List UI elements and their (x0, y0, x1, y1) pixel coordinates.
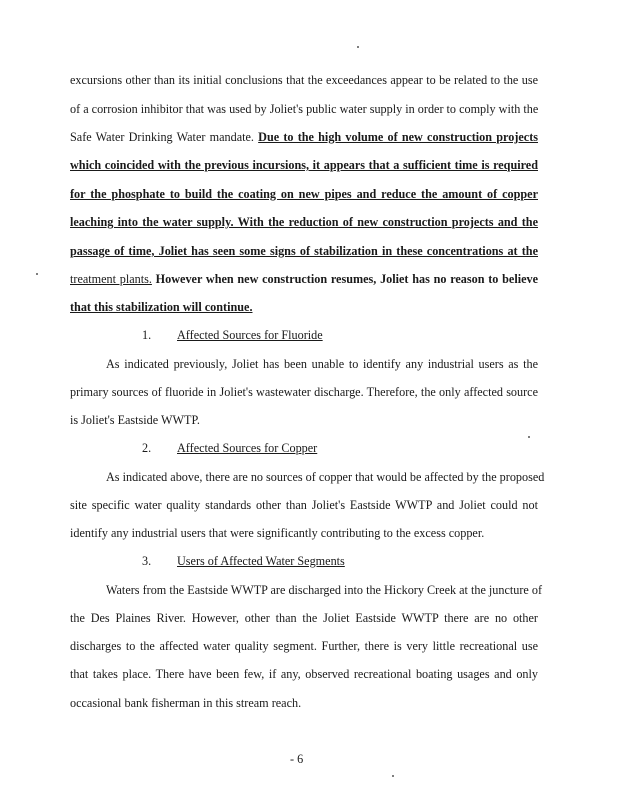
section-number: 1. (142, 328, 152, 342)
paragraph-line (70, 130, 538, 144)
paragraph-line: excursions other than its initial conclusions that the exceedances appear to be related to the use (70, 73, 538, 87)
scan-speck (392, 775, 394, 777)
section-title: Affected Sources for Fluoride (177, 328, 323, 342)
paragraph-line: of a corrosion inhibitor that was used by Joliet's public water supply in order to comply with the (70, 102, 539, 116)
scan-speck (357, 46, 359, 48)
page-number: - 6 (290, 752, 304, 766)
paragraph-line: occasional bank fisherman in this stream reach. (70, 696, 302, 710)
emphasized-line: leaching into the water supply. With the reduction of new construction projects and the (70, 215, 538, 229)
paragraph-line (70, 272, 538, 286)
paragraph-line: is Joliet's Eastside WWTP. (70, 413, 200, 427)
section-number: 3. (142, 554, 152, 568)
section-title: Users of Affected Water Segments (177, 554, 345, 568)
bold-text: However when new construction resumes, Joliet has no reason to believe (155, 272, 538, 286)
emphasized-line: passage of time, Joliet has seen some signs of stabilization in these concentrations at the (70, 244, 538, 258)
paragraph-line: discharges to the affected water quality segment. Further, there is very little recreational use (70, 639, 538, 653)
paragraph-line: the Des Plaines River. However, other than the Joliet Eastside WWTP there are no other (70, 611, 538, 625)
paragraph-line: site specific water quality standards other than Joliet's Eastside WWTP and Joliet could not (70, 498, 538, 512)
emphasized-line: for the phosphate to build the coating on new pipes and reduce the amount of copper (70, 187, 538, 201)
section-number: 2. (142, 441, 152, 455)
paragraph-line: As indicated previously, Joliet has been unable to identify any industrial users as the (106, 357, 538, 371)
paragraph-line: that takes place. There have been few, if any, observed recreational boating usages and only (70, 667, 538, 681)
paragraph-line: identify any industrial users that were significantly contributing to the excess copper. (70, 526, 485, 540)
emphasized-line: that this stabilization will continue. (70, 300, 253, 314)
plain-text: Safe Water Drinking Water mandate. (70, 130, 254, 144)
scan-speck (36, 273, 38, 275)
paragraph-line: Waters from the Eastside WWTP are discharged into the Hickory Creek at the juncture of (106, 583, 543, 597)
paragraph-line: primary sources of fluoride in Joliet's wastewater discharge. Therefore, the only affected source (70, 385, 538, 399)
emphasized-line: which coincided with the previous incursions, it appears that a sufficient time is required (70, 158, 538, 172)
emphasized-text: Due to the high volume of new construction projects (258, 130, 538, 144)
section-title: Affected Sources for Copper (177, 441, 318, 455)
paragraph-line: As indicated above, there are no sources of copper that would be affected by the proposed (106, 470, 545, 484)
scan-speck (528, 436, 530, 438)
underlined-text: treatment plants. (70, 272, 152, 286)
